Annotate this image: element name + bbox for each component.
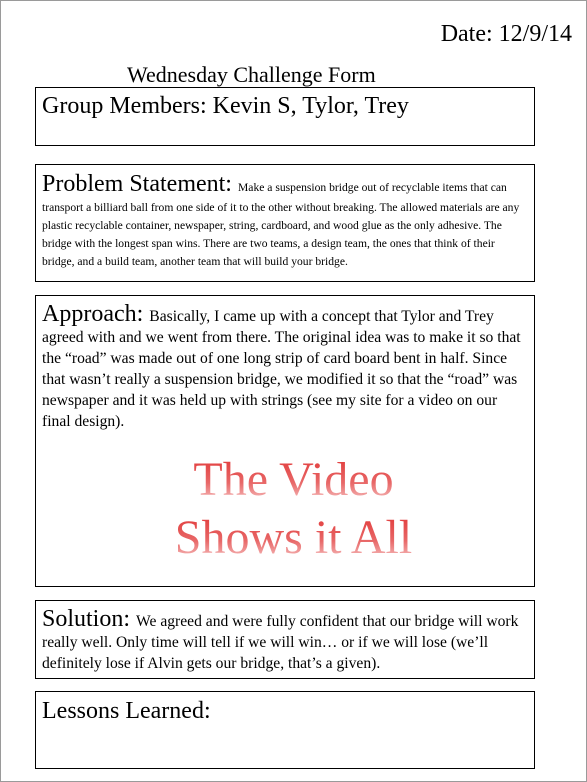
form-title: Wednesday Challenge Form bbox=[127, 62, 376, 87]
approach-heading: Approach: bbox=[42, 301, 150, 327]
problem-statement-heading: Problem Statement: bbox=[42, 171, 238, 197]
solution-box bbox=[35, 600, 535, 679]
group-members-box bbox=[35, 87, 535, 146]
wordart-line-2: Shows it All bbox=[1, 509, 586, 567]
wordart-line-1: The Video bbox=[1, 451, 586, 509]
problem-statement-text: Make a suspension bridge out of recyclable items that can transport a billiard ball from one side of it to the other without breaking. The allowed materials are any plastic recyclable container, newspaper, string, cardboard, and wood glue as the only adhesive. The bridge with the longest span wins. There are two teams, a design team, the ones that think of their bridge, and a build team, another team that will build your bridge. bbox=[42, 181, 520, 268]
solution-text: We agreed and were fully confident that our bridge will work really well. Only time will tell if we will win… or if we will lose (we’ll definitely lose if Alvin gets our bridge, that’s a given). bbox=[42, 613, 519, 672]
lessons-learned-heading: Lessons Learned: bbox=[42, 698, 211, 724]
date-label: Date: 12/9/14 bbox=[440, 21, 572, 47]
problem-statement-box bbox=[35, 164, 535, 282]
group-members-text: Group Members: Kevin S, Tylor, Trey bbox=[42, 93, 409, 119]
solution-heading: Solution: bbox=[42, 606, 137, 632]
lessons-learned-box bbox=[35, 691, 535, 769]
approach-text: Basically, I came up with a concept that Tylor and Trey agreed with and we went from there. The original idea was to make it so that the “road” was made out of one long strip of card board bent in half. Since that wasn’t really a suspension bridge, we modified it so that the “road” was newspaper and it was held up with strings (see my site for a video on our final design). bbox=[42, 308, 521, 430]
wordart-title bbox=[1, 451, 586, 567]
